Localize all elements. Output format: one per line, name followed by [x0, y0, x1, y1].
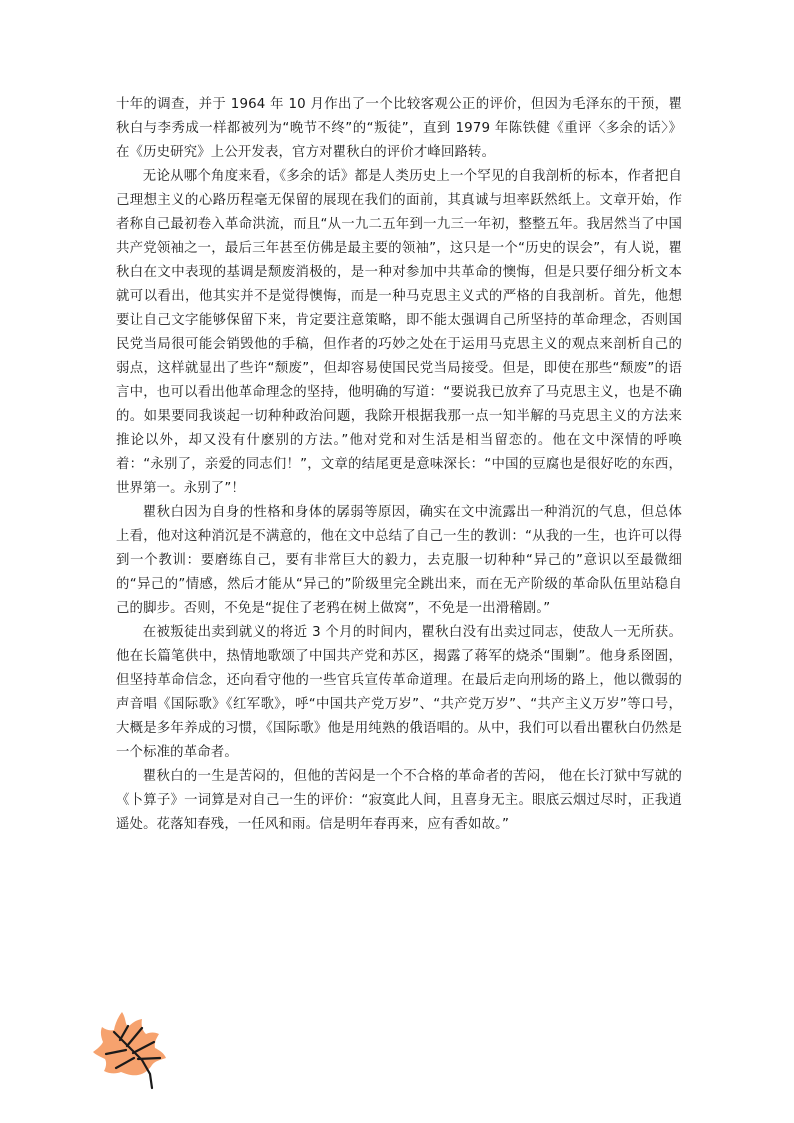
paragraph-3: 瞿秋白因为自身的性格和身体的孱弱等原因，确实在文中流露出一种消沉的气息，但总体上看，他对这种消沉是不满意的，他在文中总结了自己一生的教训：“从我的一生，也许可以得到一个教训：要磨练自己，要有非常巨大的毅力，去克服一切种种“异己的”意识以至最微细的“异己的”情感，然后才能从“异己的”阶级里完全跳出来，而在无产阶级的革命队伍里站稳自己的脚步。否则，不免是“捉住了老鸦在树上做窝”，不免是一出滑稽剧。” [116, 505, 682, 616]
maple-leaf-icon [92, 1008, 172, 1094]
paragraph-4: 在被叛徒出卖到就义的将近 3 个月的时间内，瞿秋白没有出卖过同志，使敌人一无所获。他在长篇笔供中，热情地歌颂了中国共产党和苏区，揭露了蒋军的烧杀“围剿”。他身系囹圄，但坚持革命信念，还向看守他的一些官兵宣传革命道理。在最后走向刑场的路上，他以微弱的声音唱《国际歌》《红军歌》，呼“中国共产党万岁”、“共产党万岁”、“共产主义万岁”等口号，大概是多年养成的习惯，《国际歌》他是用纯熟的俄语唱的。从中，我们可以看出瞿秋白仍然是一个标准的革命者。 [116, 625, 682, 760]
document-body [116, 93, 682, 837]
paragraph-2: 无论从哪个角度来看，《多余的话》都是人类历史上一个罕见的自我剖析的标本，作者把自己理想主义的心路历程毫无保留的展现在我们的面前，其真诚与坦率跃然纸上。文章开始，作者称自己最初卷入革命洪流，而且“从一九二五年到一九三一年初，整整五年。我居然当了中国共产党领袖之一，最后三年甚至仿佛是最主要的领袖”，这只是一个“历史的误会”，有人说，瞿秋白在文中表现的基调是颓废消极的，是一种对参加中共革命的懊悔，但是只要仔细分析文本就可以看出，他其实并不是觉得懊悔，而是一种马克思主义式的严格的自我剖析。首先，他想要让自己文字能够保留下来，肯定要注意策略，即不能太强调自己所坚持的革命理念，否则国民党当局很可能会销毁他的手稿，但作者的巧妙之处在于运用马克思主义的观点来剖析自己的弱点，这样就显出了些许“颓废”，但却容易使国民党当局接受。但是，即使在那些“颓废”的语言中，也可以看出他革命理念的坚持，他明确的写道：“要说我已放弃了马克思主义，也是不确的。如果要同我谈起一切种种政治问题，我除开根据我那一点一知半解的马克思主义的方法来推论以外，却又没有什麽别的方法。”他对党和对生活是相当留恋的。他在文中深情的呼唤着：“永别了，亲爱的同志们！”，文章的结尾更是意味深长：“中国的豆腐也是很好吃的东西，世界第一。永别了”！ [116, 169, 682, 496]
paragraph-5: 瞿秋白的一生是苦闷的，但他的苦闷是一个不合格的革命者的苦闷， 他在长汀狱中写就的《卜算子》一词算是对自己一生的评价：“寂寞此人间，且喜身无主。眼底云烟过尽时，正我逍遥处。花落知春残，一任风和雨。信是明年春再来，应有香如故。” [116, 769, 682, 832]
paragraph-1: 十年的调查，并于 1964 年 10 月作出了一个比较客观公正的评价，但因为毛泽东的干预，瞿秋白与李秀成一样都被列为“晚节不终”的“叛徒”，直到 1979 年陈铁健《重评〈多余的话〉》在《历史研究》上公开发表，官方对瞿秋白的评价才峰回路转。 [116, 97, 682, 160]
